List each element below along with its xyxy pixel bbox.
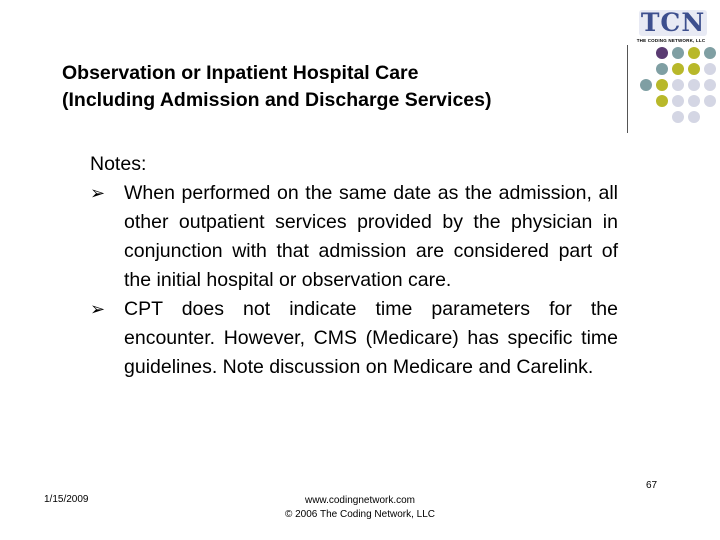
decorative-dot (656, 63, 668, 75)
decorative-dot-grid (640, 47, 720, 137)
decorative-dot (704, 63, 716, 75)
company-logo (630, 6, 712, 46)
decorative-dot (704, 95, 716, 107)
note-bullet-2-text: CPT does not indicate time parameters for the encounter. However, CMS (Medicare) has specific time guidelines. Note discussion on Medicare and Carelink. (124, 298, 618, 378)
logo-letters: TCN (640, 8, 706, 37)
notes-label: Notes: (90, 153, 147, 175)
decorative-dot (672, 47, 684, 59)
slide-title (62, 60, 622, 114)
decorative-dot (672, 111, 684, 123)
footer-credits (240, 494, 480, 522)
arrow-bullet-icon: ➢ (90, 183, 106, 204)
footer-website: www.codingnetwork.com (304, 495, 416, 506)
footer-copyright: © 2006 The Coding Network, LLC (284, 509, 436, 520)
decorative-dot (656, 79, 668, 91)
notes-section (90, 150, 618, 382)
vertical-divider (627, 45, 628, 133)
decorative-dot (704, 47, 716, 59)
decorative-dot (640, 79, 652, 91)
decorative-dot (688, 79, 700, 91)
decorative-dot (672, 95, 684, 107)
decorative-dot (672, 63, 684, 75)
page-number: 67 (646, 480, 658, 491)
note-bullet-1-text: When performed on the same date as the admission, all other outpatient services provided by the physician in conjunction with that admission are considered part of the initial hospital or observation care. (124, 182, 618, 291)
slide-title-line-2: (Including Admission and Discharge Services) (62, 89, 492, 111)
decorative-dot (656, 47, 668, 59)
decorative-dot (688, 111, 700, 123)
decorative-dot (688, 95, 700, 107)
slide-title-line-1: Observation or Inpatient Hospital Care (62, 62, 419, 84)
decorative-dot (656, 95, 668, 107)
note-bullet-2 (90, 295, 618, 382)
decorative-dot (672, 79, 684, 91)
decorative-dot (688, 47, 700, 59)
slide-date: 1/15/2009 (44, 494, 89, 505)
arrow-bullet-icon: ➢ (90, 299, 106, 320)
note-bullet-1 (90, 179, 618, 295)
logo-subtitle: THE CODING NETWORK, LLC (636, 38, 706, 43)
decorative-dot (688, 63, 700, 75)
decorative-dot (704, 79, 716, 91)
